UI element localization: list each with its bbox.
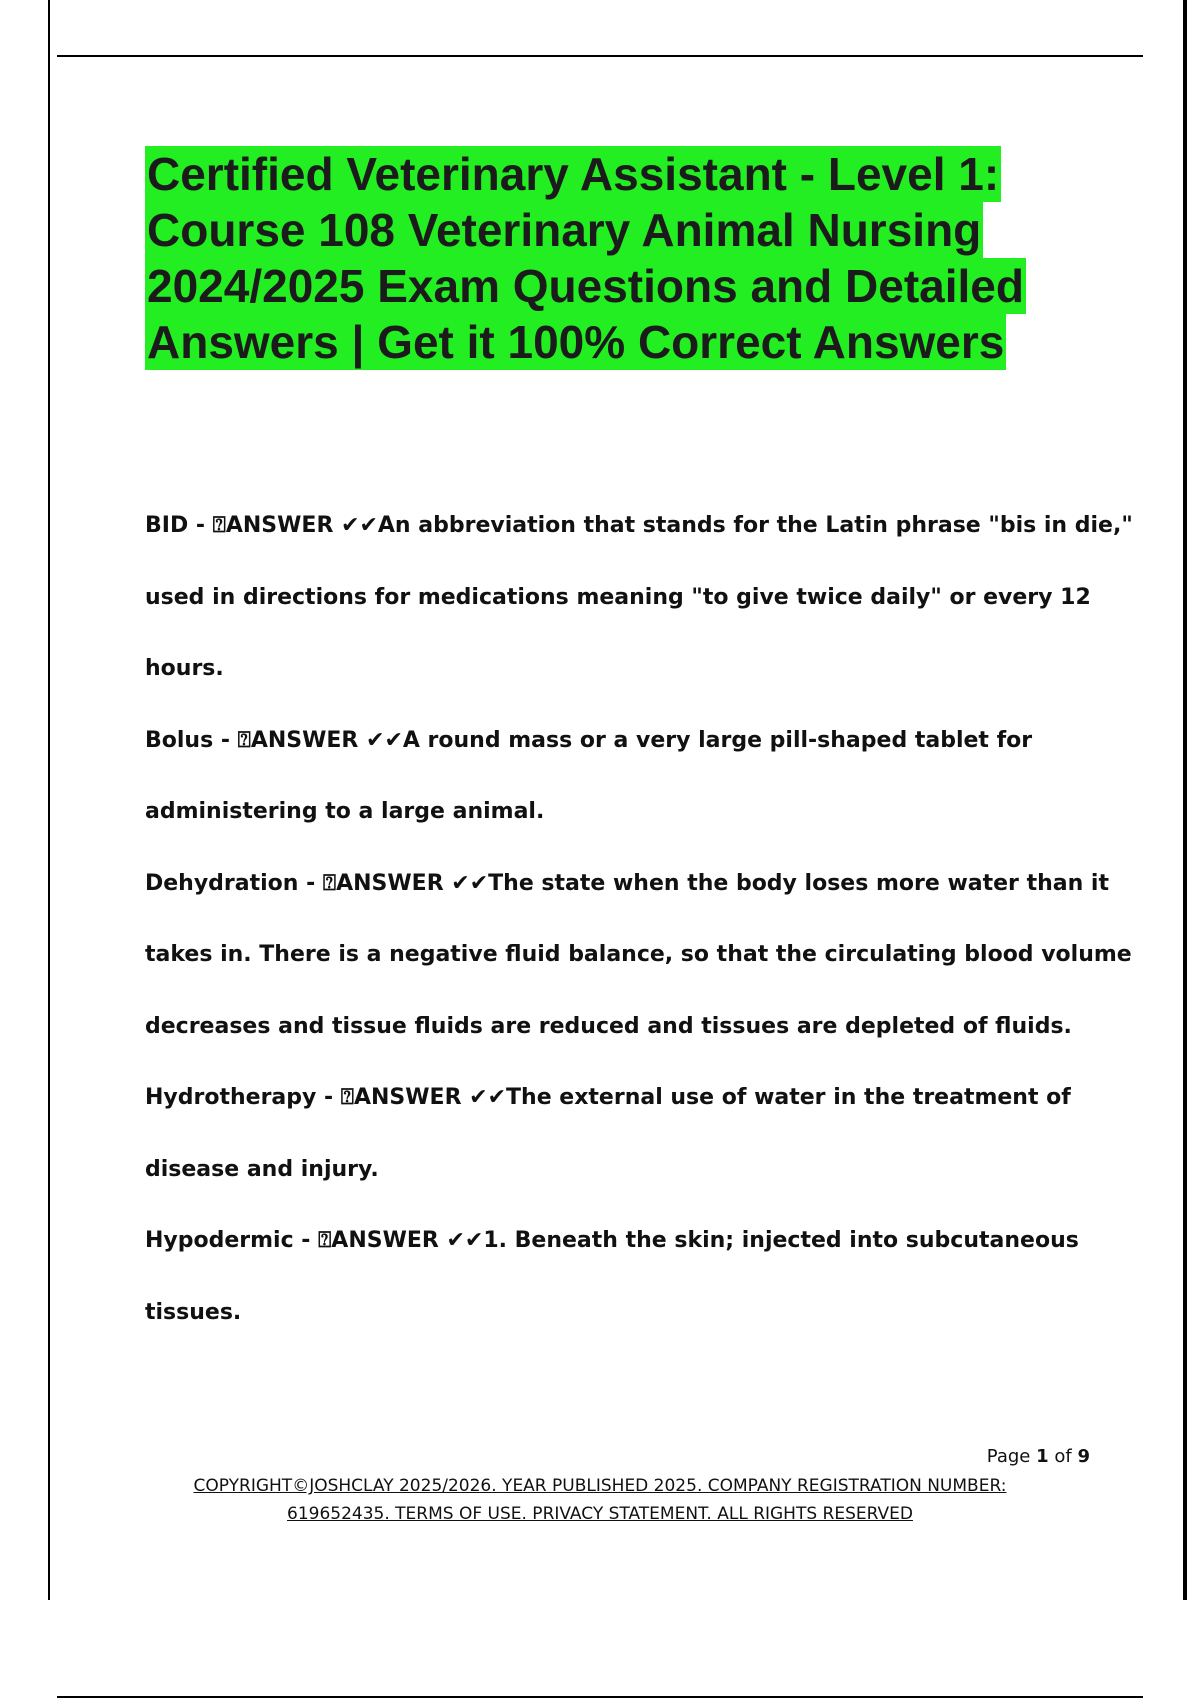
entry-line: Bolus - ⍰ANSWER ✔✔A round mass or a very large pill-shaped tablet for	[145, 727, 1033, 753]
header-rule	[57, 55, 1143, 57]
glossary-entry-bolus	[145, 705, 1095, 848]
entry-line: Hydrotherapy - ⍰ANSWER ✔✔The external use of water in the treatment of	[145, 1085, 1071, 1110]
page-number	[987, 1446, 1090, 1467]
title-line: Answers | Get it 100% Correct Answers	[147, 316, 1005, 368]
glossary-entry-hypodermic	[145, 1205, 1095, 1348]
entry-line: Dehydration - ⍰ANSWER ✔✔The state when the body loses more water than it	[145, 870, 1109, 896]
page-border-left	[48, 0, 50, 1600]
entry-line: decreases and tissue fluids are reduced and tissues are depleted of fluids.	[145, 1013, 1072, 1039]
page-of: of	[1054, 1446, 1072, 1467]
page-border-right	[1183, 0, 1187, 1600]
title-line: Course 108 Veterinary Animal Nursing	[147, 204, 982, 256]
entry-line: takes in. There is a negative fluid balance, so that the circulating blood volume	[145, 942, 1132, 967]
entry-line: Hypodermic - ⍰ANSWER ✔✔1. Beneath the skin; injected into subcutaneous	[145, 1228, 1079, 1253]
document-title	[145, 146, 1085, 370]
page-label: Page	[986, 1446, 1031, 1467]
page-current: 1	[1036, 1446, 1049, 1467]
entry-line: hours.	[145, 656, 224, 681]
page-total: 9	[1077, 1446, 1090, 1467]
title-line: 2024/2025 Exam Questions and Detailed	[147, 260, 1024, 312]
copyright-footer	[150, 1472, 1050, 1528]
entry-line: BID - ⍰ANSWER ✔✔An abbreviation that stands for the Latin phrase "bis in die,"	[145, 513, 1133, 538]
title-line: Certified Veterinary Assistant - Level 1:	[147, 148, 1000, 200]
glossary-entry-dehydration	[145, 848, 1132, 1063]
entry-line: disease and injury.	[145, 1156, 379, 1182]
glossary-entry-hydrotherapy	[145, 1062, 1095, 1205]
glossary-list	[145, 490, 1133, 1348]
footer-line: 619652435. TERMS OF USE. PRIVACY STATEMENT. ALL RIGHTS RESERVED	[287, 1504, 913, 1524]
footer-line: COPYRIGHT©JOSHCLAY 2025/2026. YEAR PUBLISHED 2025. COMPANY REGISTRATION NUMBER:	[193, 1476, 1007, 1496]
next-page-rule	[57, 1696, 1143, 1698]
entry-line: tissues.	[145, 1299, 242, 1325]
glossary-entry-bid	[145, 490, 1133, 705]
entry-line: used in directions for medications meaning "to give twice daily" or every 12	[145, 584, 1091, 610]
entry-line: administering to a large animal.	[145, 799, 545, 824]
